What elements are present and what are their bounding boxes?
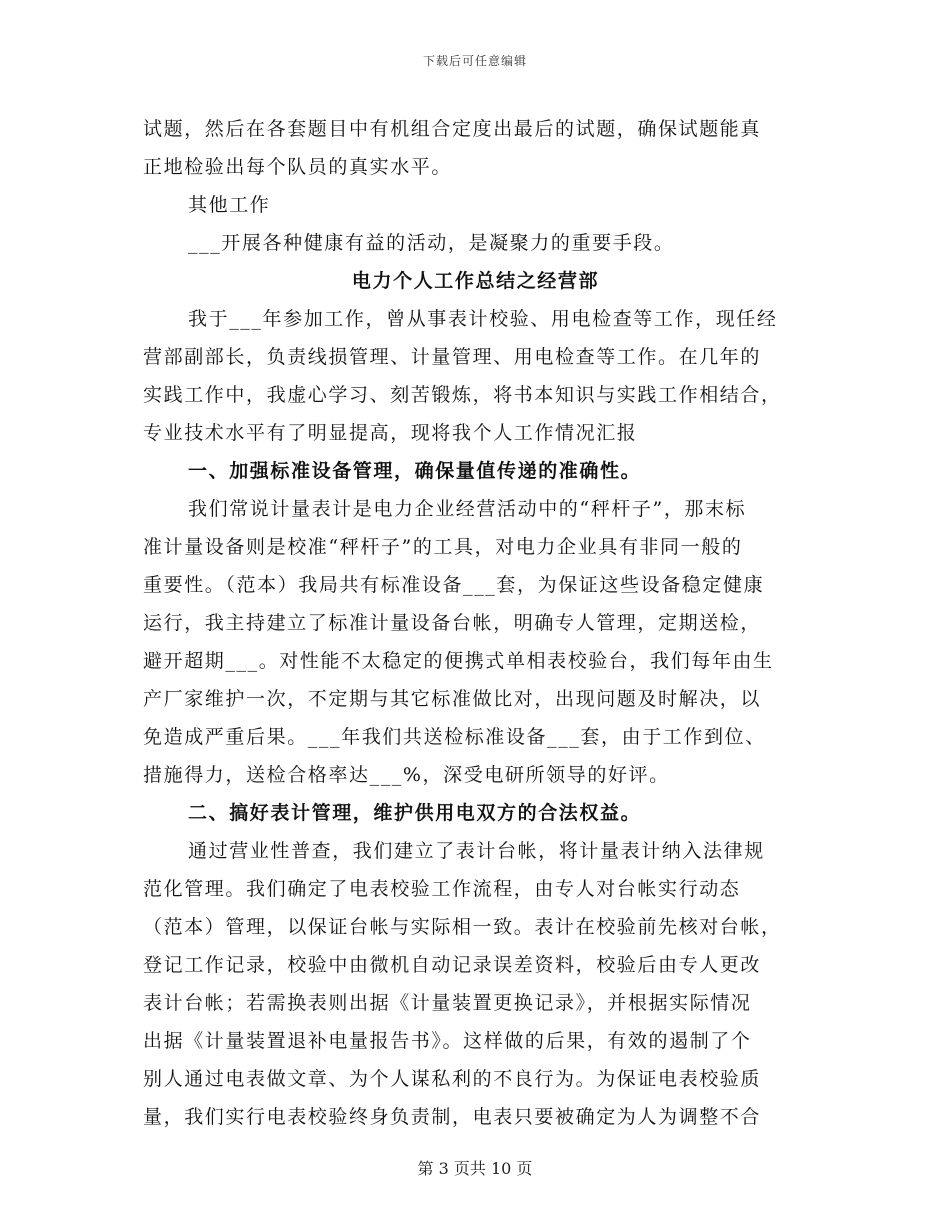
body-line: 我于___年参加工作，曾从事表计校验、用电检查等工作，现任经 (188, 308, 778, 330)
body-line: 量，我们实行电表校验终身负责制，电表只要被确定为人为调整不合 (143, 1106, 762, 1128)
body-line: 专业技术水平有了明显提高，现将我个人工作情况汇报 (143, 422, 638, 444)
body-line: 免造成严重后果。___年我们共送检标准设备___套，由于工作到位、 (143, 726, 766, 748)
body-line: 别人通过电表做文章、为个人谋私利的不良行为。为保证电表校验质 (143, 1068, 762, 1090)
body-line: ___开展各种健康有益的活动，是凝聚力的重要手段。 (188, 232, 675, 254)
body-line: 表计台帐；若需换表则出据《计量装置更换记录》，并根据实际情况 (143, 992, 752, 1014)
body-line: 重要性。（范本）我局共有标准设备___套，为保证这些设备稳定健康 (143, 574, 765, 596)
body-line: 措施得力，送检合格率达___%，深受电研所领导的好评。 (143, 764, 670, 786)
section-label: 其他工作 (188, 194, 271, 216)
body-line: 试题，然后在各套题目中有机组合定度出最后的试题，确保试题能真 (143, 118, 762, 140)
page-footer: 第 3 页共 10 页 (417, 1159, 533, 1178)
section-heading-2: 二、搞好表计管理，维护供用电双方的合法权益。 (188, 802, 642, 824)
document-body (143, 110, 808, 1136)
article-title: 电力个人工作总结之经营部 (351, 270, 600, 292)
body-line: 正地检验出每个队员的真实水平。 (143, 156, 453, 178)
body-line: 出据《计量装置退补电量报告书》。这样做的后果，有效的遏制了个 (143, 1030, 752, 1052)
section-heading-1: 一、加强标准设备管理，确保量值传递的准确性。 (188, 460, 642, 482)
body-line: （范本）管理，以保证台帐与实际相一致。表计在校验前先核对台帐， (143, 916, 782, 938)
body-line: 营部副部长，负责线损管理、计量管理、用电检查等工作。在几年的 (143, 346, 762, 368)
body-line: 通过营业性普查，我们建立了表计台帐，将计量表计纳入法律规 (188, 840, 765, 862)
body-line: 产厂家维护一次，不定期与其它标准做比对，出现问题及时解决，以 (143, 688, 762, 710)
body-line: 运行，我主持建立了标准计量设备台帐，明确专人管理，定期送检， (143, 612, 762, 634)
body-line: 准计量设备则是校准“秤杆子”的工具，对电力企业具有非同一般的 (143, 536, 743, 558)
page-header: 下载后可任意编辑 (422, 54, 527, 68)
body-line: 范化管理。我们确定了电表校验工作流程，由专人对台帐实行动态 (143, 878, 741, 900)
body-line: 实践工作中，我虚心学习、刻苦锻炼，将书本知识与实践工作相结合， (143, 384, 782, 406)
body-line: 避开超期___。对性能不太稳定的便携式单相表校验台，我们每年由生 (143, 650, 774, 672)
body-line: 登记工作记录，校验中由微机自动记录误差资料，校验后由专人更改 (143, 954, 762, 976)
body-line: 我们常说计量表计是电力企业经营活动中的“秤杆子”，那末标 (188, 498, 747, 520)
